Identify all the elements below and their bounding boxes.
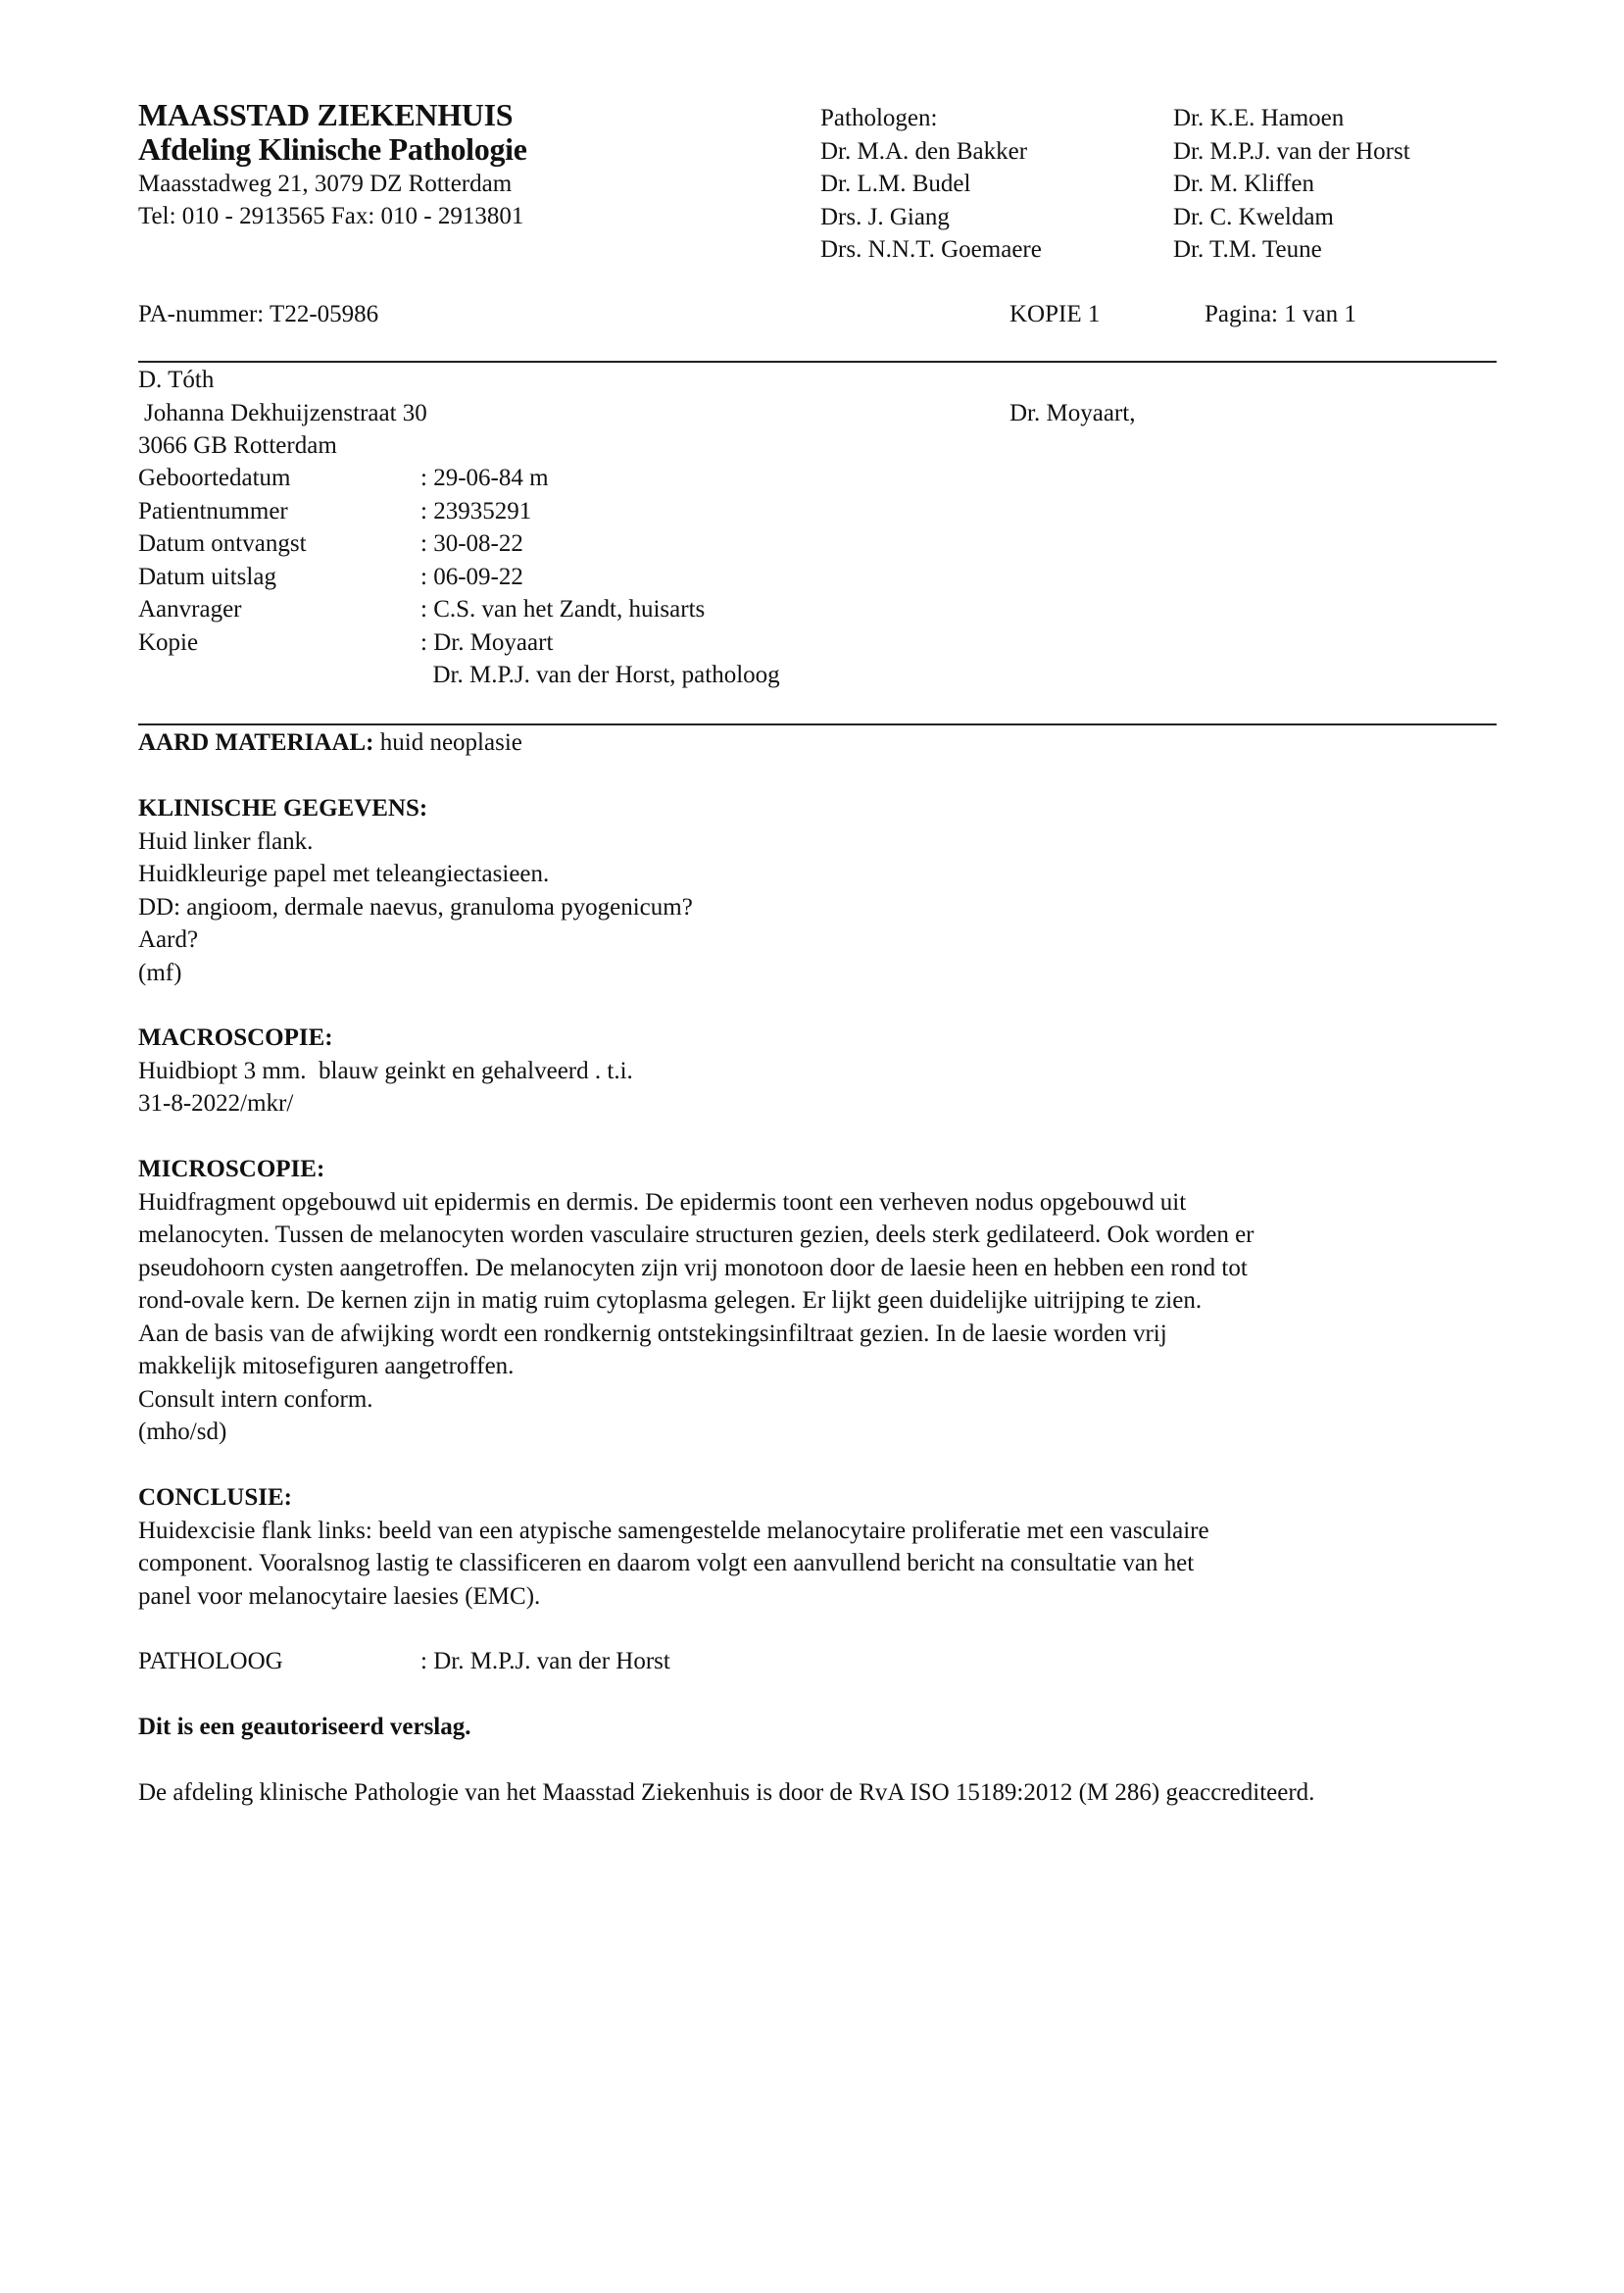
- detail-label: Datum ontvangst: [138, 530, 307, 557]
- divider-top: [138, 361, 1497, 363]
- hospital-contact: Tel: 010 - 2913565 Fax: 010 - 2913801: [138, 203, 524, 229]
- hospital-address: Maasstadweg 21, 3079 DZ Rotterdam: [138, 171, 513, 197]
- patient-details: [138, 462, 780, 692]
- macroscopy-line: 31-8-2022/mkr/: [138, 1090, 294, 1117]
- clinical-section: [138, 792, 693, 989]
- microscopy-line: Aan de basis van de afwijking wordt een rondkernig ontstekingsinfiltraat gezien. In de laesie worden vrij: [138, 1320, 1167, 1347]
- microscopy-line: pseudohoorn cysten aangetroffen. De melanocyten zijn vrij monotoon door de laesie heen en hebben een rond tot: [138, 1254, 1248, 1281]
- detail-label: [138, 659, 420, 692]
- hospital-name: MAASSTAD ZIEKENHUIS: [138, 97, 514, 132]
- page-indicator: Pagina: 1 van 1: [1205, 301, 1356, 327]
- detail-row: [138, 527, 780, 561]
- microscopy-section: [138, 1153, 1255, 1449]
- detail-value: : 23935291: [420, 497, 532, 524]
- pathologist-name: Dr. K.E. Hamoen: [1173, 105, 1345, 131]
- microscopy-line: Consult intern conform.: [138, 1385, 373, 1413]
- conclusion-line: Huidexcisie flank links: beeld van een atypische samengestelde melanocytaire proliferatie met een vasculaire: [138, 1517, 1209, 1544]
- macroscopy-section: [138, 1022, 633, 1121]
- detail-row: [138, 626, 780, 660]
- microscopy-line: rond-ovale kern. De kernen zijn in matig ruim cytoplasma gelegen. Er lijkt geen duidelijke uitrijping te zien.: [138, 1287, 1203, 1314]
- detail-value: : 29-06-84 m: [420, 465, 549, 491]
- detail-value: : 06-09-22: [420, 563, 523, 590]
- macroscopy-line: Huidbiopt 3 mm. blauw geinkt en gehalveerd . t.i.: [138, 1057, 633, 1084]
- clinical-heading: KLINISCHE GEGEVENS:: [138, 795, 428, 822]
- detail-row: [138, 462, 780, 495]
- detail-value: : C.S. van het Zandt, huisarts: [420, 596, 706, 623]
- pathologist-name: Dr. T.M. Teune: [1173, 236, 1322, 263]
- detail-label: Aanvrager: [138, 596, 242, 623]
- pathologist-name: Dr. M.P.J. van der Horst: [1173, 137, 1410, 165]
- conclusion-line: component. Vooralsnog lastig te classificeren en daarom volgt een aanvullend bericht na consultatie van het: [138, 1550, 1195, 1576]
- material-line: [138, 726, 522, 760]
- pathologist-name: Dr. L.M. Budel: [820, 171, 971, 197]
- pathologist-name: Dr. C. Kweldam: [1173, 203, 1334, 230]
- copy-label: KOPIE 1: [1009, 301, 1101, 327]
- clinical-line: Huidkleurige papel met teleangiectasieen.: [138, 861, 550, 887]
- conclusion-line: panel voor melanocytaire laesies (EMC).: [138, 1582, 541, 1610]
- clinical-line: (mf): [138, 959, 182, 986]
- microscopy-heading: MICROSCOPIE:: [138, 1156, 325, 1182]
- department-name: Afdeling Klinische Pathologie: [138, 131, 527, 167]
- pathologists-list-1: [820, 102, 1042, 267]
- patient-city: 3066 GB Rotterdam: [138, 432, 337, 459]
- microscopy-line: (mho/sd): [138, 1419, 227, 1445]
- detail-value: : 30-08-22: [420, 530, 523, 557]
- pathologist-name: Drs. N.N.T. Goemaere: [820, 236, 1042, 263]
- detail-label: Geboortedatum: [138, 465, 291, 491]
- microscopy-line: Huidfragment opgebouwd uit epidermis en dermis. De epidermis toont een verheven nodus opgebouwd uit: [138, 1188, 1187, 1216]
- addressee: Dr. Moyaart,: [1009, 400, 1136, 426]
- detail-label: Kopie: [138, 628, 199, 656]
- microscopy-line: melanocyten. Tussen de melanocyten worden vasculaire structuren gezien, deels sterk gedilateerd. Ook worden er: [138, 1221, 1255, 1248]
- patient-name: D. Tóth: [138, 367, 215, 393]
- pathologist-name: Dr. M.A. den Bakker: [820, 137, 1028, 165]
- pathologist-signature-label: PATHOLOOG: [138, 1648, 283, 1674]
- detail-label: Patientnummer: [138, 497, 288, 524]
- material-value: huid neoplasie: [373, 729, 522, 756]
- detail-value: : Dr. Moyaart: [420, 628, 554, 656]
- clinical-line: Huid linker flank.: [138, 827, 314, 855]
- detail-row: [138, 593, 780, 626]
- pathologists-label: Pathologen:: [820, 105, 938, 131]
- clinical-line: DD: angioom, dermale naevus, granuloma pyogenicum?: [138, 893, 693, 921]
- clinical-line: Aard?: [138, 926, 199, 953]
- pathologist-signature-value: : Dr. M.P.J. van der Horst: [420, 1648, 670, 1674]
- macroscopy-heading: MACROSCOPIE:: [138, 1024, 333, 1051]
- detail-row: [138, 495, 780, 528]
- pa-number: PA-nummer: T22-05986: [138, 301, 379, 327]
- divider-bottom: [138, 723, 1497, 725]
- accreditation-note: De afdeling klinische Pathologie van het Maasstad Ziekenhuis is door de RvA ISO 15189:2012 (M 286) geaccrediteerd.: [138, 1779, 1315, 1806]
- material-label: AARD MATERIAAL:: [138, 729, 374, 756]
- detail-row: [138, 659, 780, 692]
- detail-label: Datum uitslag: [138, 563, 276, 590]
- pathologist-name: Dr. M. Kliffen: [1173, 171, 1314, 197]
- authorized-note: Dit is een geautoriseerd verslag.: [138, 1714, 471, 1740]
- patient-street: Johanna Dekhuijzenstraat 30: [144, 400, 427, 426]
- conclusion-section: [138, 1481, 1209, 1613]
- microscopy-line: makkelijk mitosefiguren aangetroffen.: [138, 1353, 515, 1379]
- pathologists-list-2: [1173, 102, 1410, 267]
- detail-value: Dr. M.P.J. van der Horst, patholoog: [420, 662, 780, 688]
- conclusion-heading: CONCLUSIE:: [138, 1484, 292, 1511]
- detail-row: [138, 561, 780, 594]
- pathologist-name: Drs. J. Giang: [820, 203, 950, 230]
